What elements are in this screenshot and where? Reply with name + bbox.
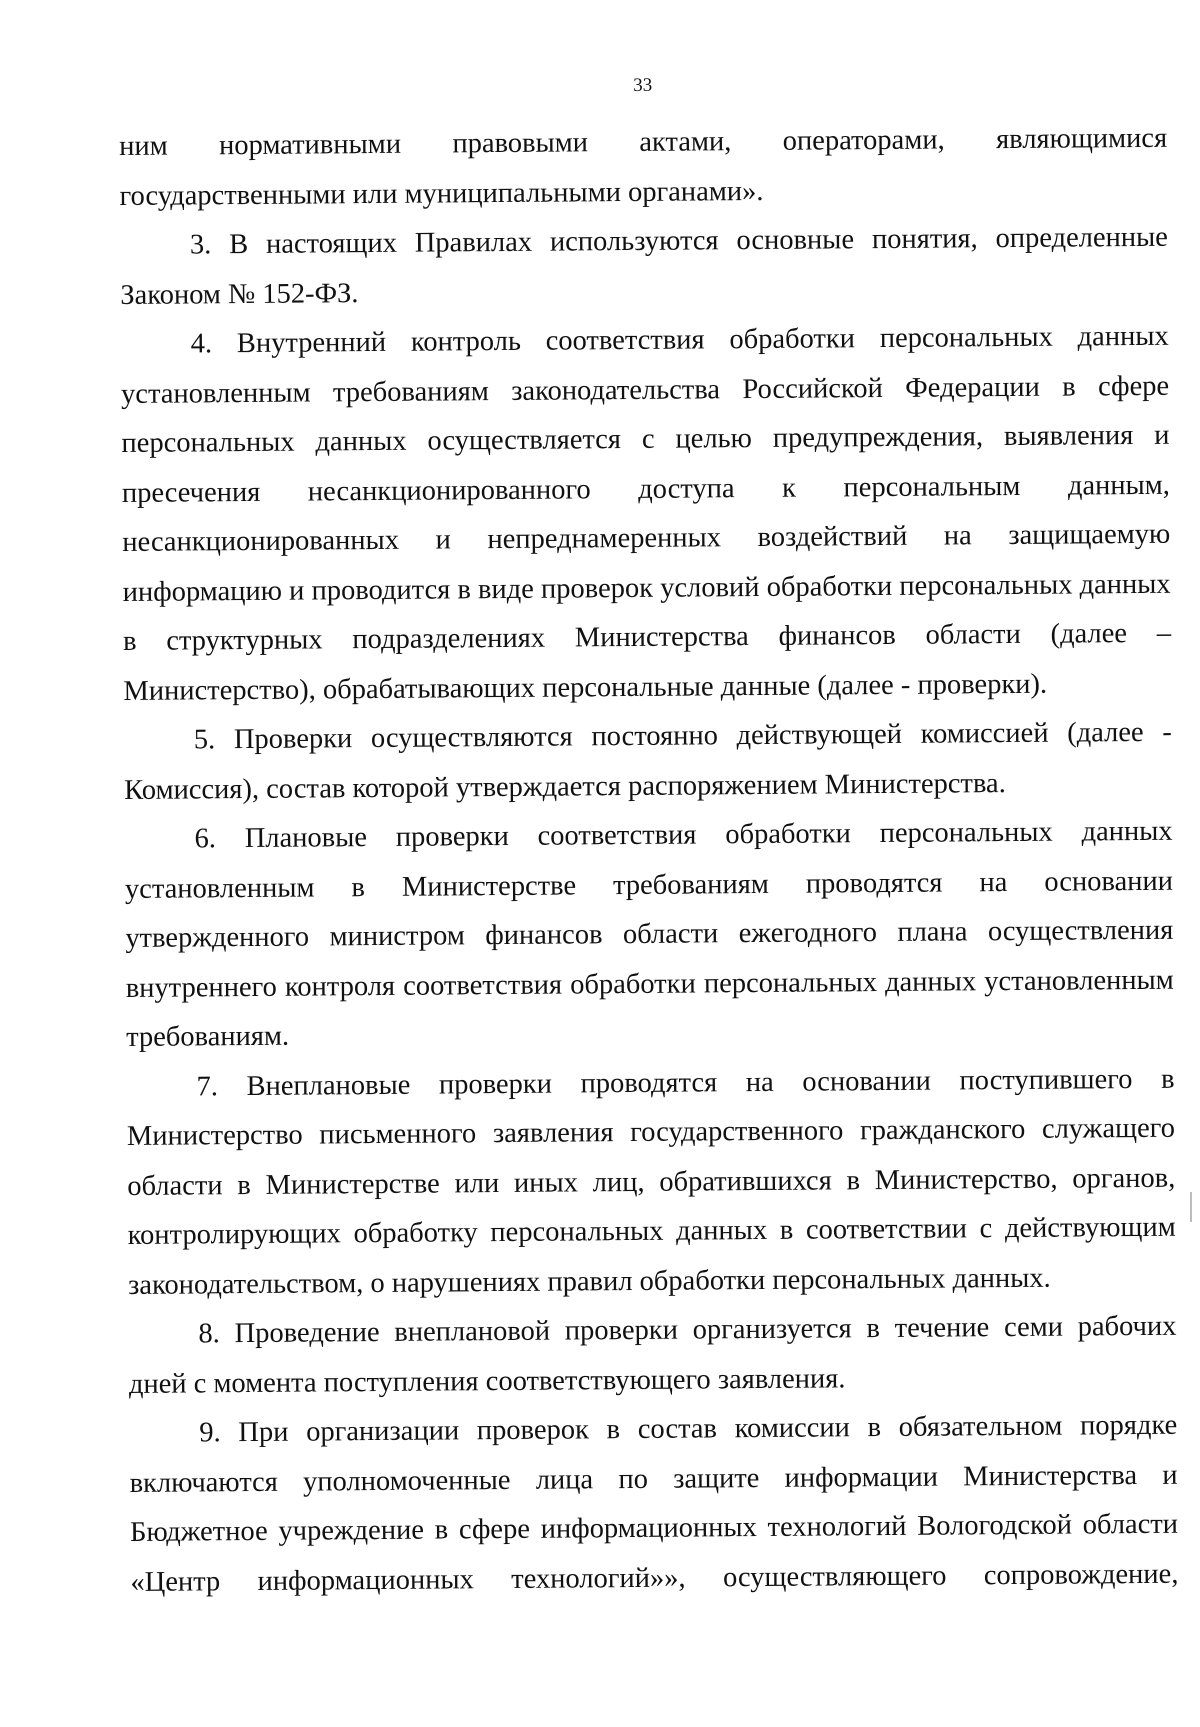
page-number: 33 <box>633 74 653 96</box>
document-body <box>119 114 1179 1607</box>
document-page <box>118 0 1180 1727</box>
paragraph-7: 7. Внеплановые проверки проводятся на основании поступившего в Министерство письменного заявления государственного гражданского служащего области в Министерстве или иных лиц, обратившихся в Министерство, органов, контролирующих обработку персональных данных в соответствии с действующим законодательством, о нарушениях правил обработки персональных данных. <box>126 1063 1176 1301</box>
paragraph-6: 6. Плановые проверки соответствия обработки персональных данных установленным в Министерстве требованиям проводятся на основании утвержденного министром финансов области ежегодного плана осуществления внутреннего контроля соответствия обработки персональных данных установленным требованиям. <box>124 815 1174 1053</box>
paragraph-8: 8. Проведение внеплановой проверки организуется в течение семи рабочих дней с момента поступления соответствующего заявления. <box>128 1310 1177 1400</box>
scan-edge-mark <box>1190 1192 1192 1222</box>
paragraph-3: 3. В настоящих Правилах используются основные понятия, определенные Законом № 152-ФЗ. <box>120 221 1169 311</box>
paragraph-5: 5. Проверки осуществляются постоянно действующей комиссией (далее - Комиссия), состав которой утверждается распоряжением Министерства. <box>124 716 1172 806</box>
paragraph-9: 9. При организации проверок в состав комиссии в обязательном порядке включаются уполномоченные лица по защите информации Министерства и Бюджетное учреждение в сфере информационных технологий Вологодской области «Центр информационных технологий»», осуществляющего сопровождение, <box>129 1409 1179 1598</box>
paragraph-continuation: ним нормативными правовыми актами, операторами, являющимися государственными или муниципальными органами». <box>119 122 1168 212</box>
paragraph-4: 4. Внутренний контроль соответствия обработки персональных данных установленным требованиям законодательства Российской Федерации в сфере персональных данных осуществляется с целью предупреждения, выявления и пресечения несанкционированного доступа к персональным данным, несанкционированных и непреднамеренных воздействий на защищаемую информацию и проводится в виде проверок условий обработки персональных данных в структурных подразделениях Министерства финансов области (далее – Министерство), обрабатывающих персональные данные (далее - проверки). <box>120 320 1172 707</box>
